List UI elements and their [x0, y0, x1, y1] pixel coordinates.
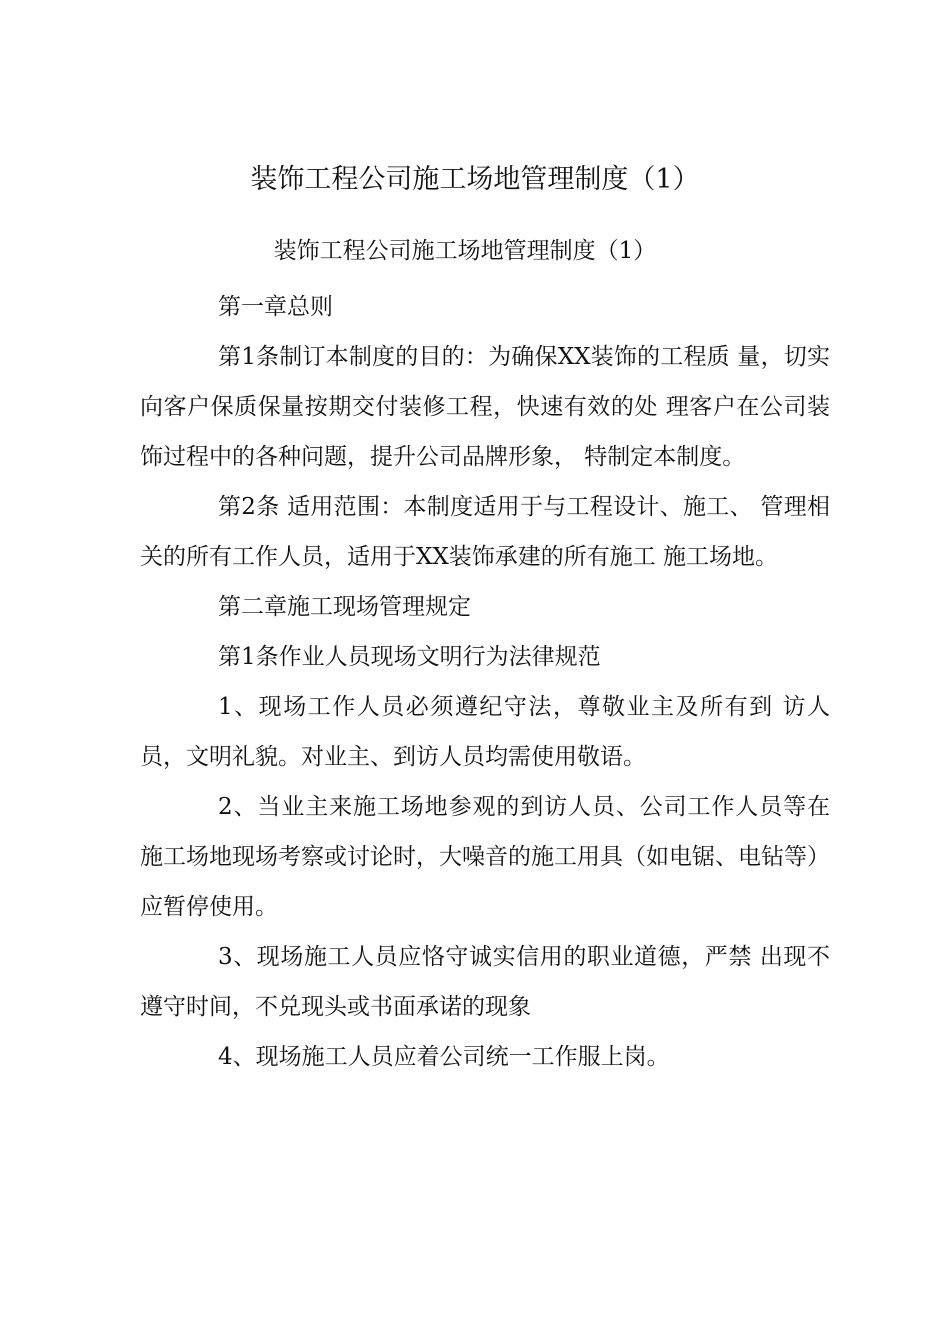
chapter-heading: 第二章施工现场管理规定 — [218, 594, 471, 620]
article-heading: 第1条作业人员现场文明行为法律规范 — [218, 644, 601, 670]
rule-item: 4、现场施工人员应着公司统一工作服上岗。 — [218, 1044, 670, 1070]
document-body — [140, 282, 830, 1082]
chapter-heading: 第一章总则 — [218, 294, 333, 320]
rule-item: 1、现场工作人员必须遵纪守法，尊敬业主及所有到 访人员，文明礼貌。对业主、到访人员均需使用敬语。 — [140, 694, 830, 770]
rule-item: 3、现场施工人员应恪守诚实信用的职业道德，严禁 出现不遵守时间，不兑现头或书面承诺的现象 — [140, 944, 830, 1020]
document-subtitle: 装饰工程公司施工场地管理制度（1） — [273, 238, 657, 264]
article-paragraph: 第2条 适用范围：本制度适用于与工程设计、施工、 管理相关的所有工作人员，适用于XX装饰承建的所有施工 施工场地。 — [140, 494, 830, 570]
rule-item: 2、当业主来施工场地参观的到访人员、公司工作人员等在施工场地现场考察或讨论时，大噪音的施工用具（如电锯、电钻等）应暂停使用。 — [140, 794, 830, 920]
article-paragraph: 第1条制订本制度的目的：为确保XX装饰的工程质 量，切实向客户保质保量按期交付装修工程，快速有效的处 理客户在公司装饰过程中的各种问题，提升公司品牌形象， 特制定本制度。 — [140, 344, 830, 470]
document-title: 装饰工程公司施工场地管理制度（1） — [250, 164, 700, 195]
